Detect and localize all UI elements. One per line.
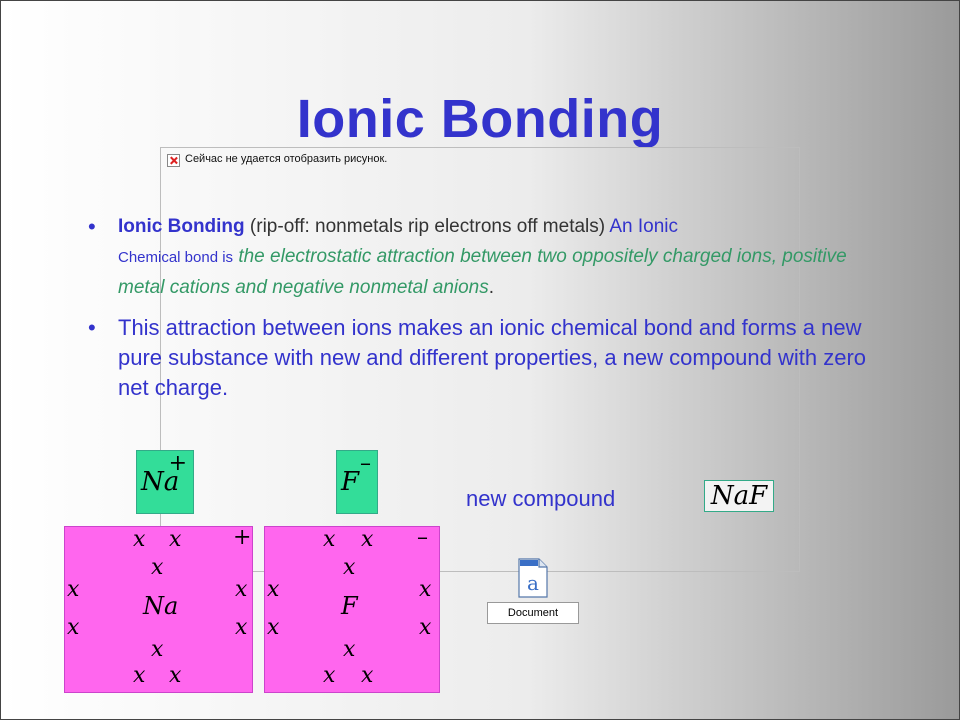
electron-dot: x [361, 663, 374, 688]
sodium-base: Na [141, 467, 180, 497]
electron-dot: x [323, 527, 336, 552]
lewis-charge: – [417, 525, 428, 550]
placeholder-message: Сейчас не удается отобразить рисунок. [185, 153, 388, 165]
rip-off-note: (rip-off: nonmetals rip electrons off metals) [244, 216, 606, 237]
bullet-dot: • [88, 214, 96, 239]
fluoride-charge: – [360, 451, 371, 476]
bullet-text: This attraction between ions makes an ionic chemical bond and forms a new pure substance with new and different properties, a new compound with zero net charge. [118, 315, 867, 400]
bullet-item [88, 313, 888, 403]
term-ionic-bonding: Ionic Bonding [118, 216, 245, 237]
electron-dot: x [151, 637, 164, 662]
electron-dot: x [67, 577, 80, 602]
electron-dot: x [133, 527, 146, 552]
bullet-item [88, 212, 888, 303]
electron-dot: x [419, 577, 432, 602]
electron-dot: x [267, 577, 280, 602]
document-label: Document [487, 602, 579, 624]
electron-dot: x [419, 615, 432, 640]
sodium-lewis-diagram [64, 526, 253, 693]
document-icon[interactable] [517, 558, 549, 598]
fluoride-ion-symbol [336, 450, 378, 514]
bullet-dot: • [88, 315, 96, 340]
electron-dot: x [169, 663, 182, 688]
bullet-list [88, 212, 888, 413]
electron-dot: x [235, 577, 248, 602]
compound-formula: NaF [704, 480, 774, 512]
fluorine-lewis-diagram [264, 526, 440, 693]
slide-title: Ionic Bonding [296, 89, 664, 149]
electron-dot: x [151, 555, 164, 580]
electron-dot: x [323, 663, 336, 688]
electron-dot: x [343, 637, 356, 662]
electron-dot: x [361, 527, 374, 552]
definition-end: . [488, 277, 495, 298]
sodium-charge: + [168, 451, 187, 476]
electron-dot: x [235, 615, 248, 640]
definition-lead: An Ionic [605, 216, 678, 237]
definition-small: Chemical bond is [118, 249, 234, 266]
broken-image-icon [167, 154, 180, 167]
lewis-charge: + [233, 525, 252, 550]
fluoride-base: F [341, 467, 360, 497]
definition-text: the electrostatic attraction between two oppositely charged ions, positive metal cations and negative nonmetal anions [118, 246, 847, 298]
new-compound-label: new compound [466, 486, 616, 511]
svg-text:a: a [527, 571, 539, 595]
electron-dot: x [133, 663, 146, 688]
electron-dot: x [267, 615, 280, 640]
lewis-center-symbol: F [341, 592, 358, 620]
sodium-ion-symbol [136, 450, 194, 514]
lewis-center-symbol: Na [143, 592, 179, 620]
electron-dot: x [343, 555, 356, 580]
electron-dot: x [67, 615, 80, 640]
embedded-document[interactable] [487, 558, 579, 624]
electron-dot: x [169, 527, 182, 552]
